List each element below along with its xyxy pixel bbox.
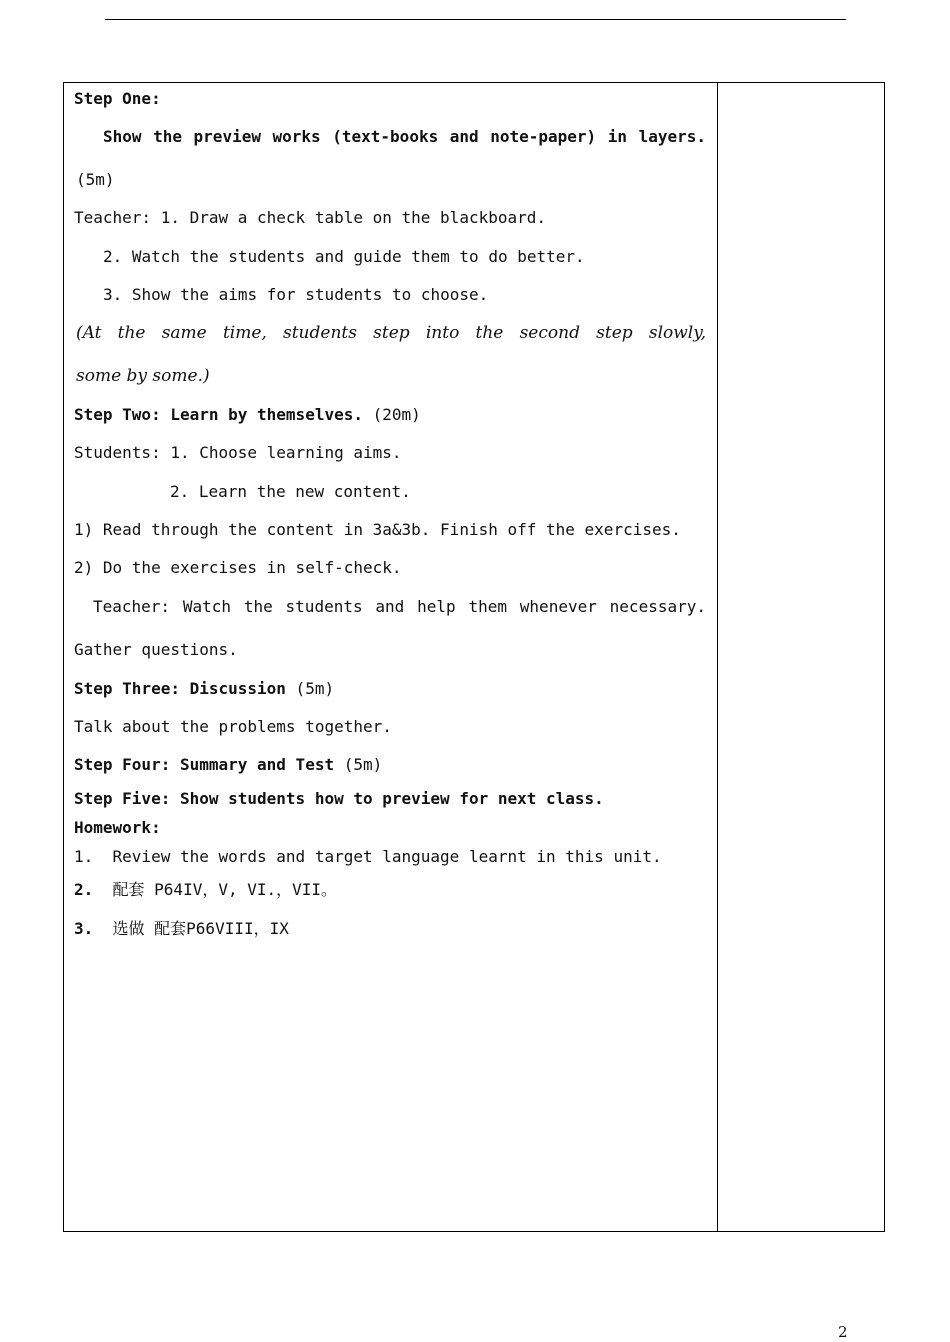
step-two-time: (20m) bbox=[362, 405, 421, 424]
students-task-1: Students: 1. Choose learning aims. bbox=[74, 443, 402, 462]
teacher-task-1: Teacher: 1. Draw a check table on the blackboard. bbox=[74, 208, 547, 227]
lesson-table bbox=[63, 82, 885, 1232]
column-divider bbox=[717, 83, 718, 1231]
homework-item-1: 1. Review the words and target language learnt in this unit. bbox=[74, 847, 662, 866]
step-two-heading bbox=[74, 405, 421, 425]
teacher-task-3: 3. Show the aims for students to choose. bbox=[103, 285, 489, 304]
step-one-time: (5m) bbox=[76, 170, 115, 189]
homework-item-2-text: 配套 P64IV，V, VI.，VII。 bbox=[93, 880, 338, 899]
header-rule bbox=[105, 19, 846, 20]
students-task-2: 2. Learn the new content. bbox=[170, 482, 411, 501]
step-five-title: Step Five: Show students how to preview for next class. bbox=[74, 789, 604, 808]
exercise-item-2: 2) Do the exercises in self-check. bbox=[74, 558, 402, 577]
step-four-time: (5m) bbox=[334, 755, 383, 774]
homework-item-3-text: 选做 配套P66VIII，IX bbox=[93, 919, 289, 938]
step-one-body: Show the preview works (text-books and note-paper) in layers. bbox=[103, 127, 706, 146]
step-four-title: Step Four: Summary and Test bbox=[74, 755, 335, 774]
exercise-item-1: 1) Read through the content in 3a&3b. Finish off the exercises. bbox=[74, 520, 681, 539]
homework-item-2 bbox=[74, 880, 337, 900]
page-number: 2 bbox=[838, 1323, 848, 1341]
homework-item-3-number: 3. bbox=[74, 919, 94, 938]
homework-title: Homework: bbox=[74, 818, 161, 837]
note-line-2: some by some.) bbox=[76, 366, 210, 386]
note-line-1: (At the same time, students step into the second step slowly, bbox=[76, 323, 706, 343]
step-four-heading bbox=[74, 755, 382, 775]
step-two-title: Step Two: Learn by themselves. bbox=[74, 405, 363, 424]
gather-questions: Gather questions. bbox=[74, 640, 238, 659]
homework-item-2-number: 2. bbox=[74, 880, 94, 899]
discussion-text: Talk about the problems together. bbox=[74, 717, 392, 736]
teacher-task-2: 2. Watch the students and guide them to do better. bbox=[103, 247, 585, 266]
step-one-title: Step One: bbox=[74, 89, 161, 108]
homework-item-3 bbox=[74, 919, 289, 939]
step-three-heading bbox=[74, 679, 334, 699]
teacher-help: Teacher: Watch the students and help them whenever necessary. bbox=[93, 597, 706, 616]
step-three-title: Step Three: Discussion bbox=[74, 679, 286, 698]
step-three-time: (5m) bbox=[285, 679, 335, 698]
